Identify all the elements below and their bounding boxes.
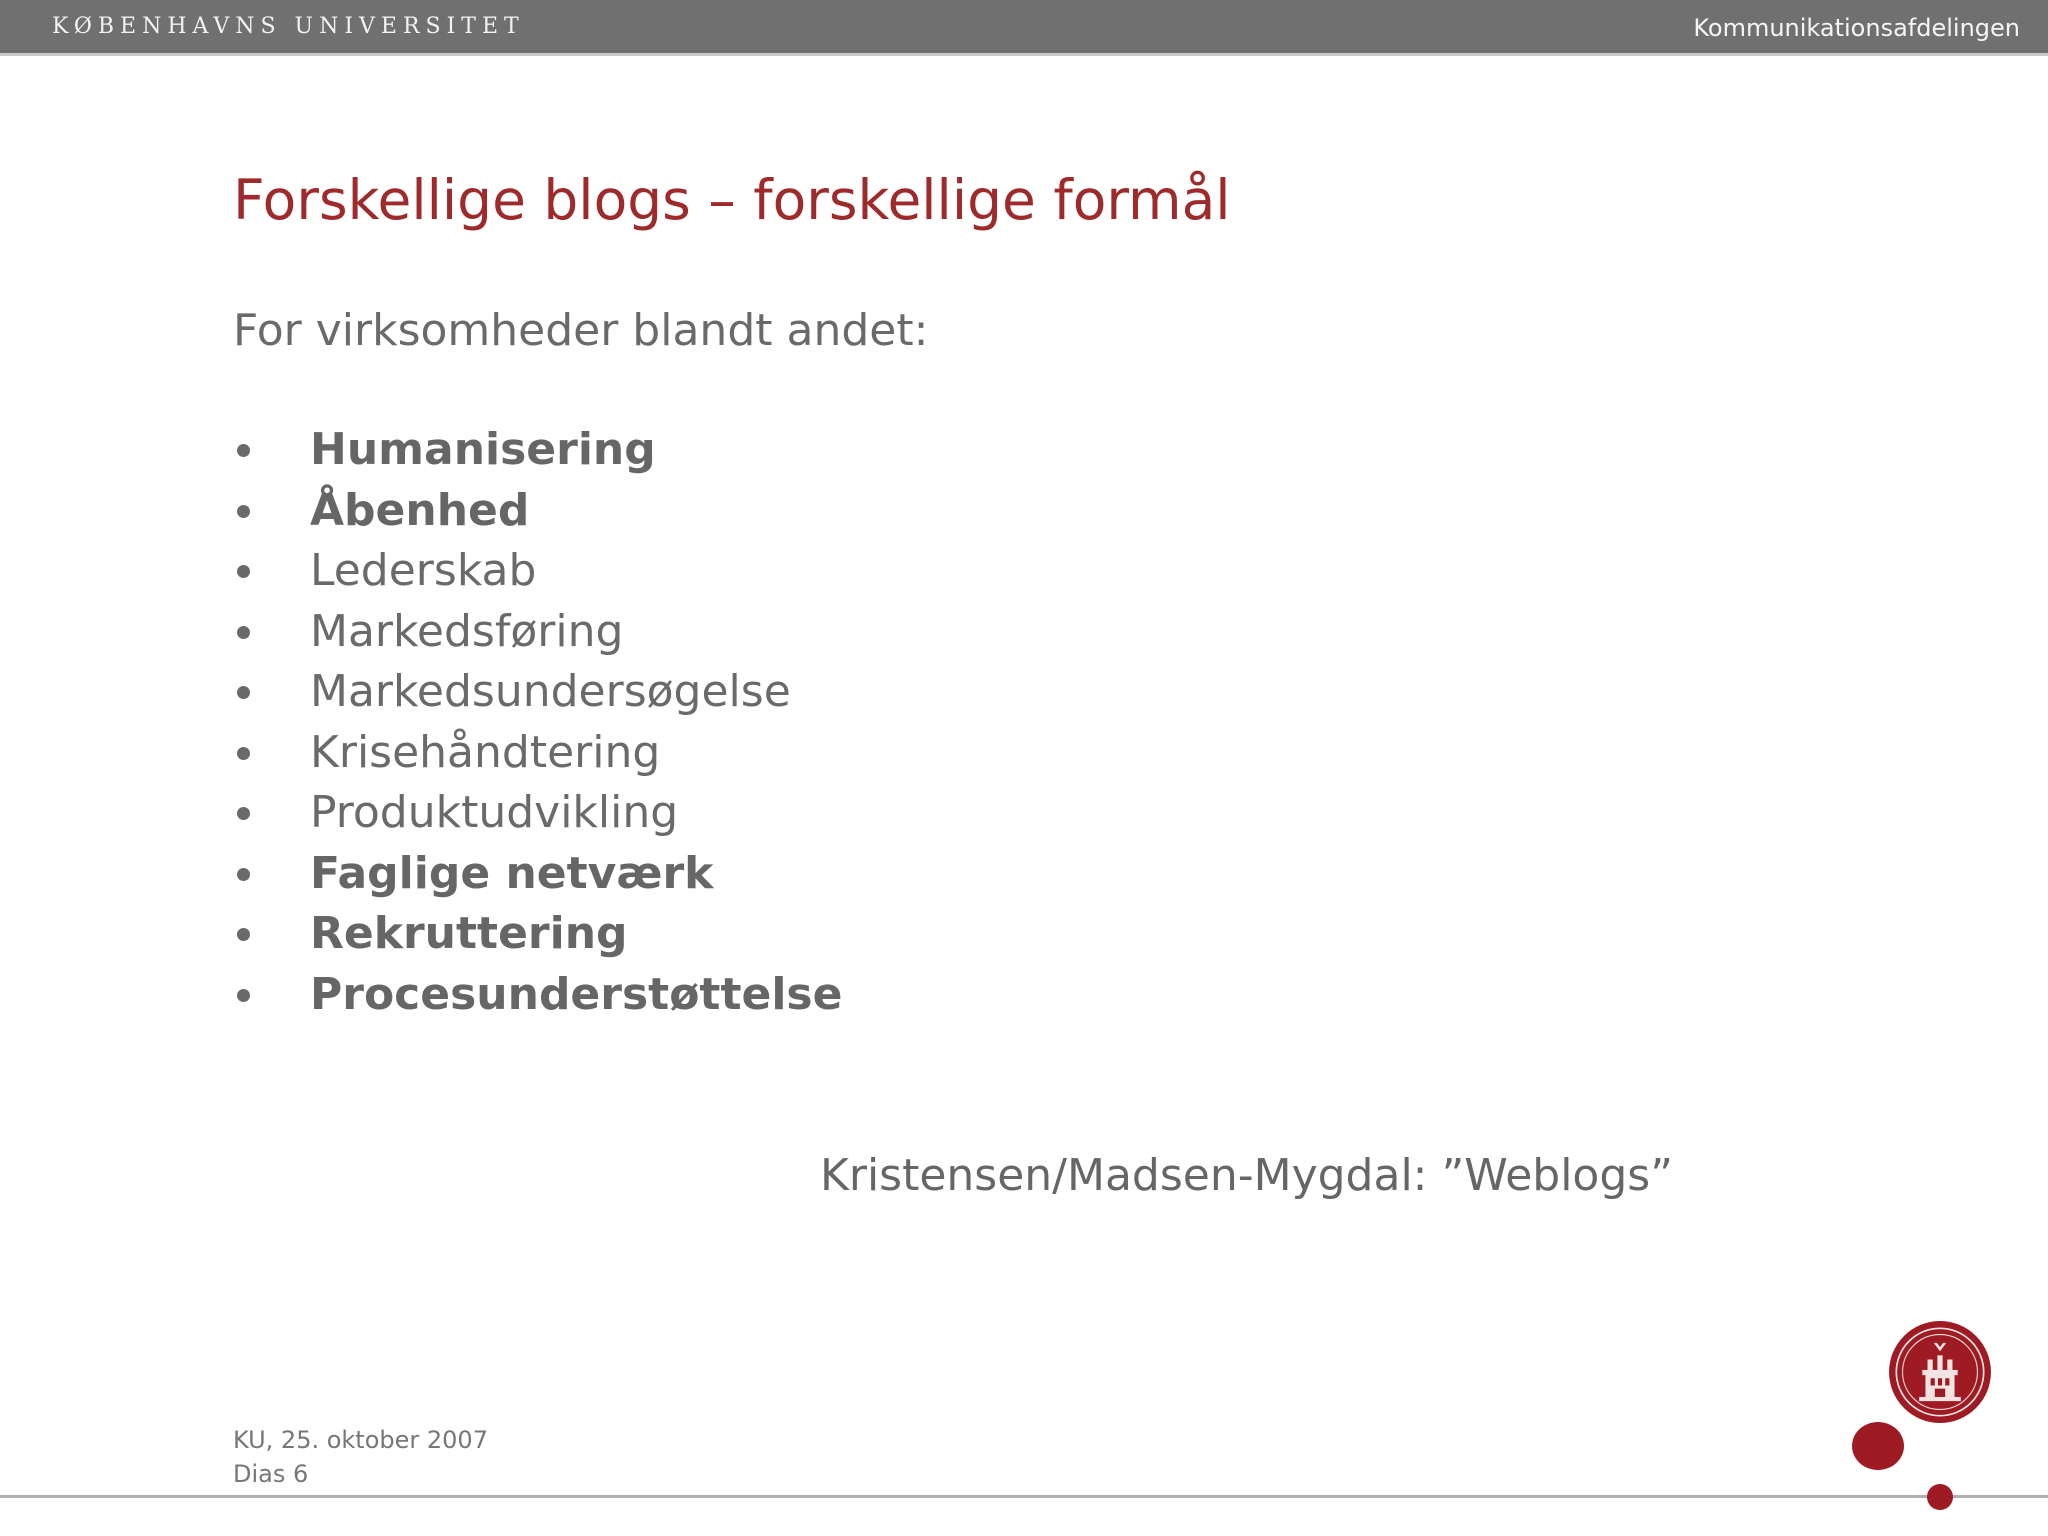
bullet-list: [233, 420, 842, 1025]
bullet-label: Humanisering: [310, 424, 656, 475]
university-seal-icon: [1888, 1320, 1992, 1424]
bullet-item: [233, 783, 842, 844]
bullet-item: [233, 420, 842, 481]
bullet-item: [233, 481, 842, 542]
bullet-dot-icon: [237, 747, 250, 760]
bullet-label: Markedsføring: [310, 605, 624, 657]
bottom-divider: [0, 1495, 2048, 1498]
bullet-dot-icon: [237, 626, 250, 639]
bullet-item: [233, 723, 842, 784]
bullet-dot-icon: [237, 868, 250, 881]
bullet-dot-icon: [237, 807, 250, 820]
bullet-label: Rekruttering: [310, 908, 628, 959]
decorative-dot-large: [1852, 1422, 1904, 1470]
footer-date: KU, 25. oktober 2007: [233, 1426, 488, 1454]
footer-slide-number: Dias 6: [233, 1460, 309, 1488]
slide-title: Forskellige blogs – forskellige formål: [233, 168, 1231, 232]
bullet-dot-icon: [237, 928, 250, 941]
bullet-label: Faglige netværk: [310, 847, 714, 899]
department-name: Kommunikationsafdelingen: [1693, 14, 2020, 42]
bullet-label: Procesunderstøttelse: [310, 968, 843, 1020]
bullet-item: [233, 602, 842, 663]
bullet-item: [233, 904, 842, 965]
decorative-dot-small: [1927, 1484, 1953, 1510]
slide-subtitle: For virksomheder blandt andet:: [233, 305, 929, 356]
bullet-label: Krisehåndtering: [310, 726, 661, 778]
top-bar: [0, 0, 2048, 56]
bullet-label: Åbenhed: [310, 484, 530, 536]
bullet-item: [233, 844, 842, 905]
bullet-item: [233, 541, 842, 602]
bullet-label: Produktudvikling: [310, 787, 679, 838]
bullet-dot-icon: [237, 505, 250, 518]
bullet-item: [233, 965, 842, 1026]
bullet-dot-icon: [237, 686, 250, 699]
bullet-dot-icon: [237, 565, 250, 578]
bullet-dot-icon: [237, 444, 250, 457]
bullet-item: [233, 662, 842, 723]
bullet-label: Markedsundersøgelse: [310, 666, 791, 717]
university-name: KØBENHAVNS UNIVERSITET: [52, 14, 525, 39]
slide-footer: [233, 1423, 488, 1491]
citation: Kristensen/Madsen-Mygdal: ”Weblogs”: [820, 1150, 1673, 1201]
bullet-label: Lederskab: [310, 545, 537, 596]
bullet-dot-icon: [237, 989, 250, 1002]
